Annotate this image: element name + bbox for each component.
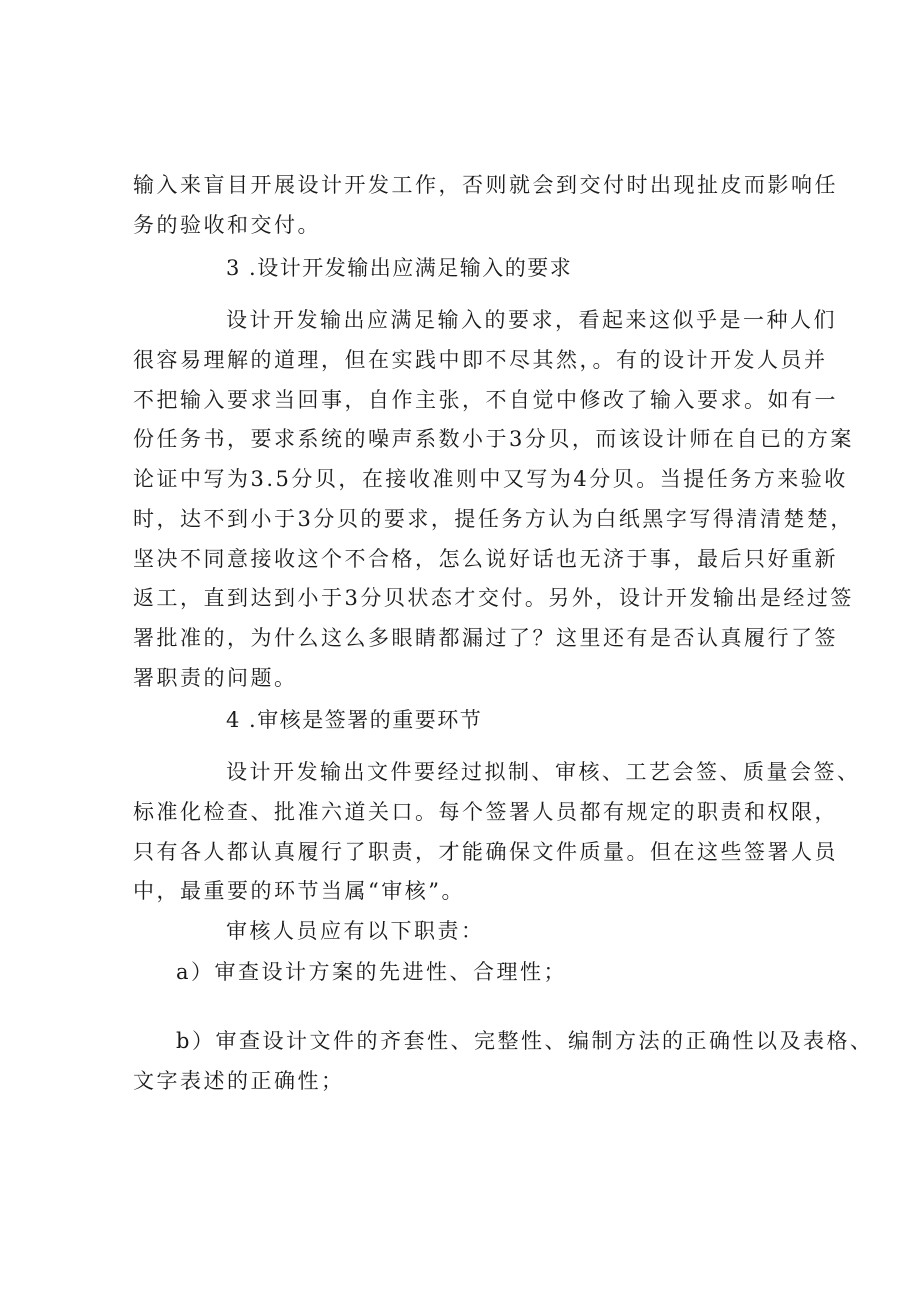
section-3-heading: 3 .设计开发输出应满足输入的要求 (226, 256, 573, 280)
intro-line-2: 务的验收和交付。 (133, 213, 321, 237)
section-3-line-2: 很容易理解的道理，但在实践中即不尽其然，。有的设计开发人员并 (133, 348, 828, 372)
section-3-line-6: 时，达不到小于3分贝的要求，提任务方认为白纸黑字写得清清楚楚， (133, 507, 854, 531)
section-4-line-3: 只有各人都认真履行了职责，才能确保文件质量。但在这些签署人员 (133, 840, 838, 864)
section-3-line-7: 坚决不同意接收这个不合格，怎么说好话也无济于事，最后只好重新 (133, 547, 838, 571)
section-3-line-3: 不把输入要求当回事，自作主张，不自觉中修改了输入要求。如有一 (133, 388, 838, 412)
section-3-line-1: 设计开发输出应满足输入的要求，看起来这似乎是一种人们 (226, 308, 837, 332)
section-4-line-1: 设计开发输出文件要经过拟制、审核、工艺会签、质量会签、 (226, 760, 861, 784)
duty-item-a: a）审查设计方案的先进性、合理性； (176, 960, 568, 984)
section-3-line-5: 论证中写为3.5分贝，在接收准则中又写为4分贝。当提任务方来验收 (133, 467, 848, 491)
section-4-heading: 4 .审核是签署的重要环节 (226, 708, 483, 732)
section-4-line-2: 标准化检查、批准六道关口。每个签署人员都有规定的职责和权限， (133, 800, 838, 824)
intro-line-1: 输入来盲目开展设计开发工作，否则就会到交付时出现扯皮而影响任 (133, 173, 838, 197)
reviewer-duties-intro: 审核人员应有以下职责： (226, 919, 485, 943)
section-3-line-4: 份任务书，要求系统的噪声系数小于3分贝，而该设计师在自已的方案 (133, 427, 854, 451)
section-4-line-4: 中，最重要的环节当属“审核”。 (133, 879, 465, 903)
duty-item-b-line-2: 文字表述的正确性； (133, 1069, 345, 1093)
section-3-line-10: 署职责的问题。 (133, 666, 298, 690)
section-3-line-9: 署批准的，为什么这么多眼睛都漏过了？这里还有是否认真履行了签 (133, 626, 838, 650)
duty-item-b-line-1: b）审查设计文件的齐套性、完整性、编制方法的正确性以及表格、 (176, 1029, 874, 1053)
section-3-line-8: 返工，直到达到小于3分贝状态才交付。另外，设计开发输出是经过签 (133, 586, 854, 610)
